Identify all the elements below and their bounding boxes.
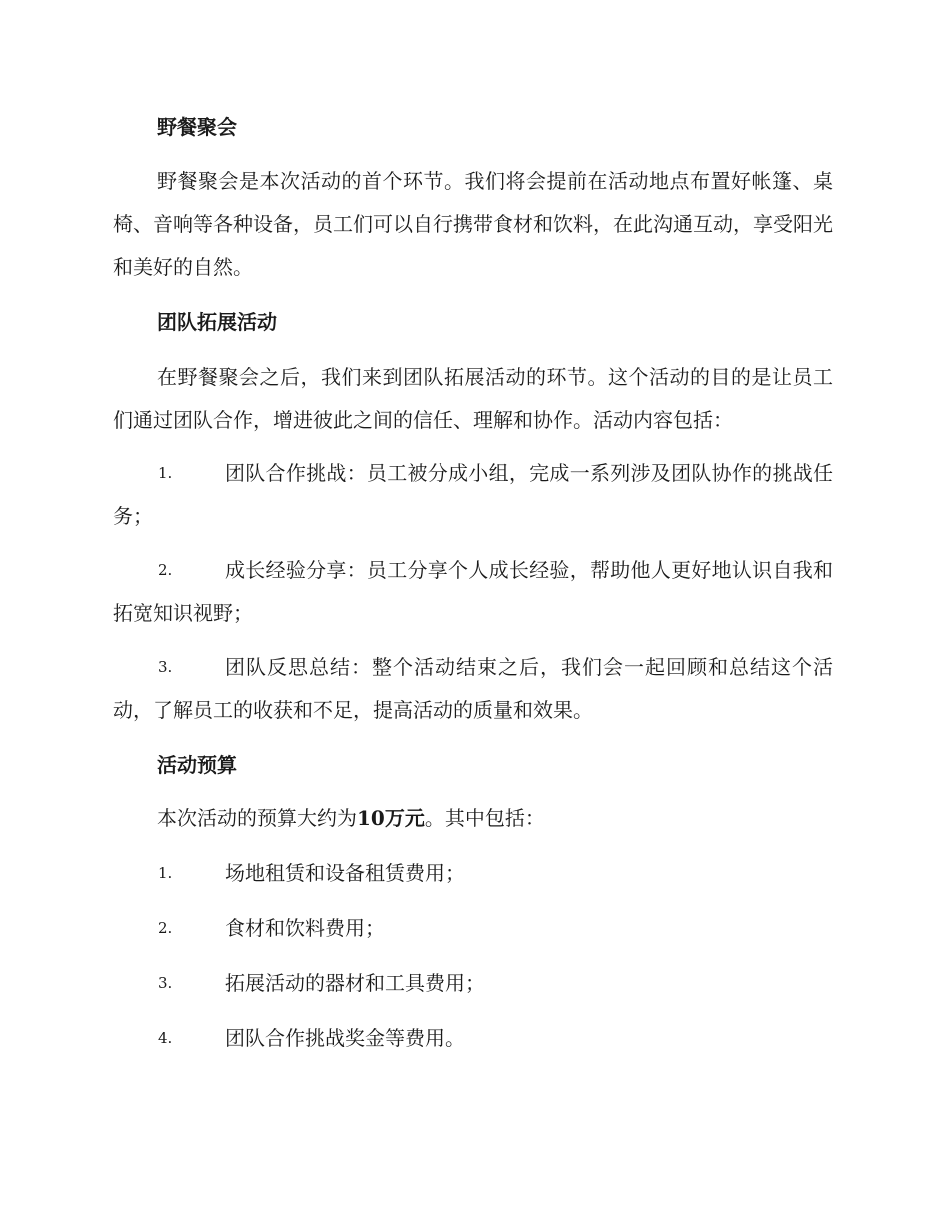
budget-text-prefix: 本次活动的预算大约为 <box>157 806 357 830</box>
list-item <box>113 549 833 635</box>
list-item <box>113 452 833 538</box>
list-item <box>113 646 833 732</box>
heading-budget: 活动预算 <box>157 753 237 777</box>
list-text: 场地租赁和设备租赁费用； <box>225 861 465 885</box>
heading-team-activity: 团队拓展活动 <box>157 310 277 334</box>
list-number: 1. <box>158 464 173 482</box>
list-text: 团队反思总结：整个活动结束之后，我们会一起回顾和总结这个活动，了解员工的收获和不足，提高活动的质量和效果。 <box>113 655 833 722</box>
list-text: 团队合作挑战奖金等费用。 <box>225 1026 465 1050</box>
list-number: 3. <box>158 974 173 992</box>
list-text: 团队合作挑战：员工被分成小组，完成一系列涉及团队协作的挑战任务； <box>113 461 833 528</box>
list-number: 2. <box>158 919 173 937</box>
list-number: 2. <box>158 561 173 579</box>
list-item <box>113 852 833 895</box>
list-text: 食材和饮料费用； <box>225 916 385 940</box>
paragraph-budget <box>113 797 833 840</box>
list-number: 4. <box>158 1029 173 1047</box>
paragraph-picnic: 野餐聚会是本次活动的首个环节。我们将会提前在活动地点布置好帐篷、桌椅、音响等各种设备，员工们可以自行携带食材和饮料，在此沟通互动，享受阳光和美好的自然。 <box>113 169 833 279</box>
list-item <box>113 1017 833 1060</box>
list-item <box>113 907 833 950</box>
budget-text-suffix: 。其中包括： <box>424 806 545 830</box>
budget-amount: 10万元 <box>357 806 425 830</box>
list-number: 1. <box>158 864 173 882</box>
list-text: 成长经验分享：员工分享个人成长经验，帮助他人更好地认识自我和拓宽知识视野； <box>113 558 833 625</box>
list-number: 3. <box>158 658 173 676</box>
list-text: 拓展活动的器材和工具费用； <box>225 971 485 995</box>
paragraph-team-activity: 在野餐聚会之后，我们来到团队拓展活动的环节。这个活动的目的是让员工们通过团队合作，增进彼此之间的信任、理解和协作。活动内容包括： <box>113 365 833 432</box>
list-item <box>113 962 833 1005</box>
heading-picnic: 野餐聚会 <box>157 115 237 139</box>
